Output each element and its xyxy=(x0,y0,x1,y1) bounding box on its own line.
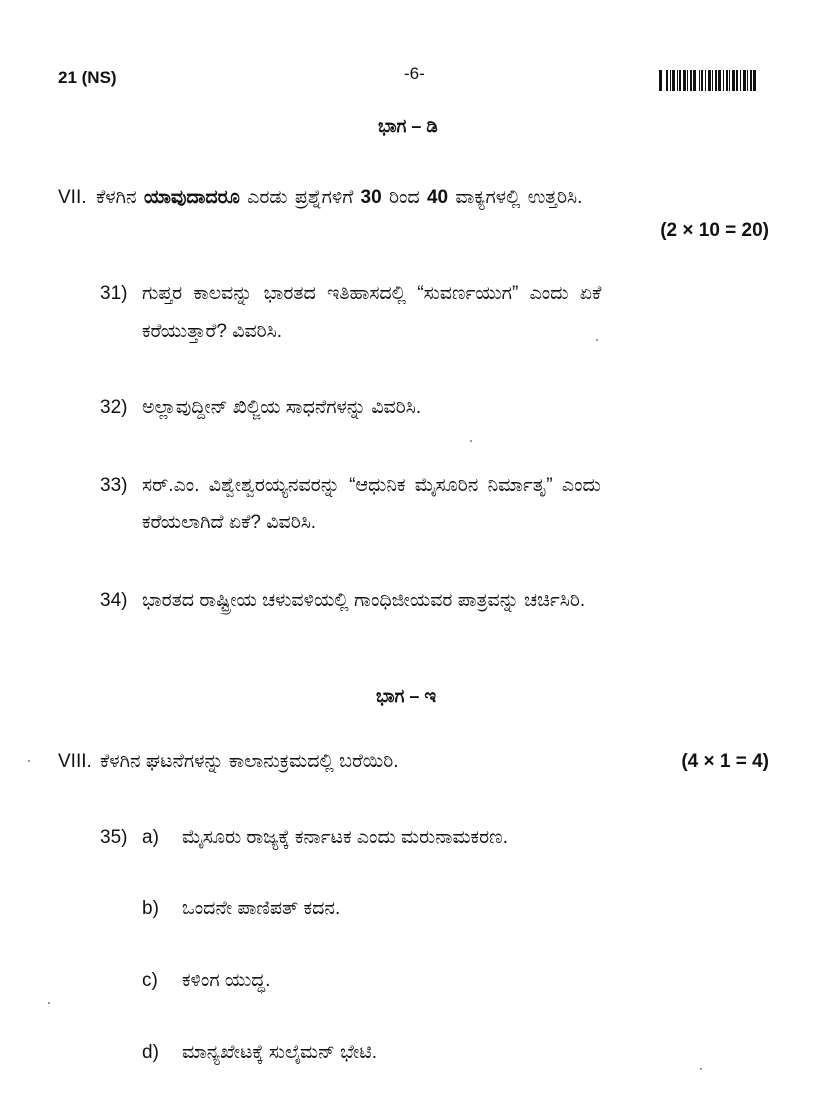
scan-speck xyxy=(700,1068,702,1070)
page-number: -6- xyxy=(404,64,425,83)
option-text: ಒಂದನೇ ಪಾಣಿಪತ್ ಕದನ. xyxy=(182,898,341,919)
option-label: b) xyxy=(142,898,159,919)
question-text: ಸರ್.ಎಂ. ವಿಶ್ವೇಶ್ವರಯ್ಯನವರನ್ನು “ಆಧುನಿಕ ಮೈಸೂರಿನ ನಿರ್ಮಾತೃ” ಎಂದು xyxy=(142,475,601,496)
instruction-bold-text: ಯಾವುದಾದರೂ xyxy=(143,187,240,208)
option-text: ಕಳಿಂಗ ಯುದ್ಧ. xyxy=(182,970,271,991)
scan-speck xyxy=(470,440,472,442)
question-text: ಕರೆಯುತ್ತಾರೆ? ವಿವರಿಸಿ. xyxy=(142,321,283,342)
question-text: ಅಲ್ಲಾವುದ್ದೀನ್ ಖಿಲ್ಜಿಯ ಸಾಧನೆಗಳನ್ನು ವಿವರಿಸಿ. xyxy=(142,397,422,418)
instruction-text: ಎರಡು ಪ್ರಶ್ನೆಗಳಿಗೆ xyxy=(247,187,354,208)
question-text: ಗುಪ್ತರ ಕಾಲವನ್ನು ಭಾರತದ ಇತಿಹಾಸದಲ್ಲಿ “ಸುವರ್ಣಯುಗ” ಎಂದು ಏಕೆ xyxy=(142,283,602,304)
section-viii-number: VIII. xyxy=(58,751,92,772)
option-text: ಮಾನ್ಯಖೇಟಕ್ಕೆ ಸುಲೈಮನ್ ಭೇಟಿ. xyxy=(182,1042,377,1063)
section-vii-marks: (2 × 10 = 20) xyxy=(660,220,769,241)
question-number: 35) xyxy=(100,827,128,848)
paper-code: 21 (NS) xyxy=(58,68,117,87)
scan-speck xyxy=(48,1002,50,1004)
option-text: ಮೈಸೂರು ರಾಜ್ಯಕ್ಕೆ ಕರ್ನಾಟಕ ಎಂದು ಮರುನಾಮಕರಣ. xyxy=(182,827,508,848)
section-vii-number: VII. xyxy=(58,187,87,208)
question-text: ಭಾರತದ ರಾಷ್ಟ್ರೀಯ ಚಳುವಳಿಯಲ್ಲಿ ಗಾಂಧಿಜೀಯವರ ಪಾತ್ರವನ್ನು ಚರ್ಚಿಸಿರಿ. xyxy=(142,590,586,611)
section-viii-instruction: ಕೆಳಗಿನ ಘಟನೆಗಳನ್ನು ಕಾಲಾನುಕ್ರಮದಲ್ಲಿ ಬರೆಯಿರಿ. xyxy=(100,751,399,772)
instruction-text: ರಿಂದ xyxy=(388,187,420,208)
option-label: a) xyxy=(142,827,159,848)
question-text: ಕರೆಯಲಾಗಿದೆ ಏಕೆ? ವಿವರಿಸಿ. xyxy=(142,512,317,533)
scan-speck xyxy=(28,760,30,762)
instruction-text: ಕೆಳಗಿನ xyxy=(96,187,137,208)
part-d-title: ಭಾಗ – ಡಿ xyxy=(378,116,438,136)
instruction-number: 40 xyxy=(426,187,449,208)
part-e-title: ಭಾಗ – ಇ xyxy=(376,686,437,706)
question-number: 33) xyxy=(100,475,128,496)
scan-speck xyxy=(596,339,598,341)
section-viii-marks: (4 × 1 = 4) xyxy=(681,751,769,772)
option-label: c) xyxy=(142,970,158,991)
instruction-text: ವಾಕ್ಯಗಳಲ್ಲಿ ಉತ್ತರಿಸಿ. xyxy=(455,187,583,208)
question-number: 31) xyxy=(100,283,128,304)
instruction-number: 30 xyxy=(360,187,382,208)
question-number: 34) xyxy=(100,590,128,611)
section-vii-instruction xyxy=(96,187,582,209)
question-number: 32) xyxy=(100,397,128,418)
option-label: d) xyxy=(142,1042,159,1063)
barcode-image xyxy=(659,70,771,91)
